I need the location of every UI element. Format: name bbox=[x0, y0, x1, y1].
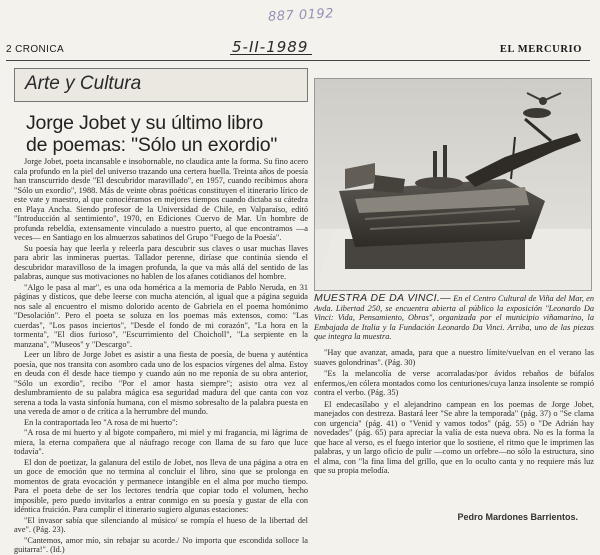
headline-line-1: Jorge Jobet y su último libro bbox=[26, 112, 263, 134]
article-headline bbox=[26, 112, 311, 156]
handwritten-note: 887 0192 bbox=[267, 6, 335, 25]
article-paragraph: "Es la melancolía de verse acorraladas/por ávidos rebaños de búfalos enfermos,/en cólera montados como los centuriones/cuya lanza insolente se rompió contra el verbo. (Pág. 35) bbox=[314, 369, 594, 397]
newspaper-name: EL MERCURIO bbox=[499, 44, 582, 55]
article-body bbox=[14, 157, 308, 554]
article-paragraph: Leer un libro de Jorge Jobet es asistir a una fiesta de poesía, de buena y auténtica poesía, que nos transita con asombro cada uno de los espacios vírgenes del alma. Estoy en deuda con él desde hace tiempo y cuando aún no me reponía de su obra anterior, "Sólo un exordio", recibo "Por el amor hasta siempre"; asisto otra vez al deslumbramiento de su palabra mágica esa seguridad madura del que canta con voz serena a toda la vasta sinfonía humana, con el mismo sobresalto de la palabra puesta en una vereda de amor o de crítica a la herrumbre del mundo. bbox=[14, 350, 308, 416]
header-rule bbox=[6, 60, 590, 61]
article-paragraph: "El invasor sabía que silenciando al músico/ se rompía el hueso de la libertad del ave". (Pág. 23). bbox=[14, 515, 308, 534]
article-paragraph: "Hay que avanzar, amada, para que a nuestro límite/vuelvan en el verano las suaves golondrinas". (Pág. 30) bbox=[314, 348, 594, 367]
section-page-label: 2 CRONICA bbox=[6, 44, 65, 55]
photo-caption bbox=[314, 294, 594, 342]
article-paragraph: "Algo le pasa al mar", es una oda homérica a la memoria de Pablo Neruda, en 31 páginas y dísticos, que debe leerse con mucha atención, al igual que a página seguida nos sale al encuentro el mismo dolorido acento de Gabriela en el poema homónimo "Desolación". Pero el poeta se soluza en los poemas más extensos, como: "Las cuerdas", "Los pasos inciertos", "Desde el fondo de mi corazón", "La hora en la tormenta", "El dios furioso", "Escurrimiento del Choicholl", "La serpiente en la manzana", "Museos" y "Descargo". bbox=[14, 282, 308, 349]
headline-line-2: de poemas: "Sólo un exordio" bbox=[26, 134, 278, 156]
section-banner bbox=[14, 68, 308, 102]
date-stamp: 5-II-1989 bbox=[232, 38, 309, 56]
caption-text: En el Centro Cultural de Viña del Mar, en Avda. Libertad 250, se encuentra abierta al público la exposición "Leonardo Da Vinci: Vida, Pensamiento, Obras", organizada por el municipio viñamarino, la Embajada de Italia y la Fundación Leonardo Da Vinci. Arriba, uno de las piezas que integra la muestra. bbox=[314, 294, 594, 342]
article-paragraph: El endecasílabo y el alejandrino campean en los poemas de Jorge Jobet, manejados con destreza. Bastará leer "Se abre la temporada" (pág. 37) o "Se clama con urgencia" (pág. 41) o "Venid y vamos todos" (pág. 55) o "De Adrián hay novedades" (pág. 65) para apreciar la valía de esta nueva obra. No es la forma la que hace al verso, es el fuego interior que lo sostiene, el ritmo que le imprimen las palabras, y un largo oficio de pulir —como un orfebre—no sólo la estructura, sino el alma, con "la fina lima del grillo, que en lo oculto canta y no requiere más luz que su propia melodía. bbox=[314, 399, 594, 475]
caption-title: MUESTRA DE DA VINCI.— bbox=[314, 292, 451, 304]
article-body-continued bbox=[314, 348, 594, 506]
article-paragraph: Jorge Jobet, poeta incansable e insobornable, no claudica ante la forma. Su fino acero cala profundo en la piel del universo trazando una certera huella. Treinta años de poesía han transcurrido desde "El descubridor maravillado", en 1957, cuando recibimos ahora "Sólo un exordio", 1988. Más de veinte obras poéticas constituyen el itinerario lírico de este vate y maestro, al que conociéramos en mejores tiempos cuando dictaba su cátedra en Playa Ancha. Siendo profesor de la Universidad de Chile, en Valparaíso, editó "Introducción al sentimiento", 1970, en Ediciones Cuervo de Mar. Un hombre de profunda rebeldía, extensamente vinculado a nuestro puerto, al que encontramos —a veces— en Santiago en los almuerzos sabatinos del Grupo "Fuego de la Poesía". bbox=[14, 157, 308, 242]
article-paragraph: "Cantemos, amor mío, sin rebajar su acorde./ No importa que escondida solloce la guitarra!". (Id.) bbox=[14, 535, 308, 554]
article-paragraph: "A rosa de mi huerto y al bigote compañero, mi miel y mi fragancia, mi lágrima de miera, la eterna compañera que al náufrago recoge con llama de su faro que luce todavía". bbox=[14, 428, 308, 456]
article-paragraph: El don de poetizar, la galanura del estilo de Jobet, nos lleva de una página a otra en un goce de emoción que no termina al concluir el libro, sino que se prolonga en momentos de grata evocación y permanece intangible en el alma por mucho tiempo. Para el poeta debe de ser los lectores tendría que copiar todo el volumen, hecho imposible, pero puedo invitarlos a entrar conmigo en su poesía y gustar de ella con idéntica fruición. Para cumplir el itinerario sugiero algunas estaciones: bbox=[14, 457, 308, 514]
article-paragraph: En la contraportada leo "A rosa de mi huerto": bbox=[24, 417, 178, 427]
davinci-machine-illustration bbox=[315, 79, 591, 290]
exhibit-photo bbox=[314, 78, 592, 291]
section-title: Arte y Cultura bbox=[25, 73, 142, 94]
author-byline: Pedro Mardones Barrientos. bbox=[457, 512, 578, 522]
article-paragraph: Su poesía hay que leerla y releerla para descubrir sus claves o usar muchas llaves para abrir las inmineras puertas. Tallador perenne, diríase que continúa siendo el descubridor maravilloso de la imagen profunda, la que va más allá del sentido de las palabras, aunque sus motivaciones no hablen de los afanes cotidianos del hombre. bbox=[14, 243, 308, 281]
